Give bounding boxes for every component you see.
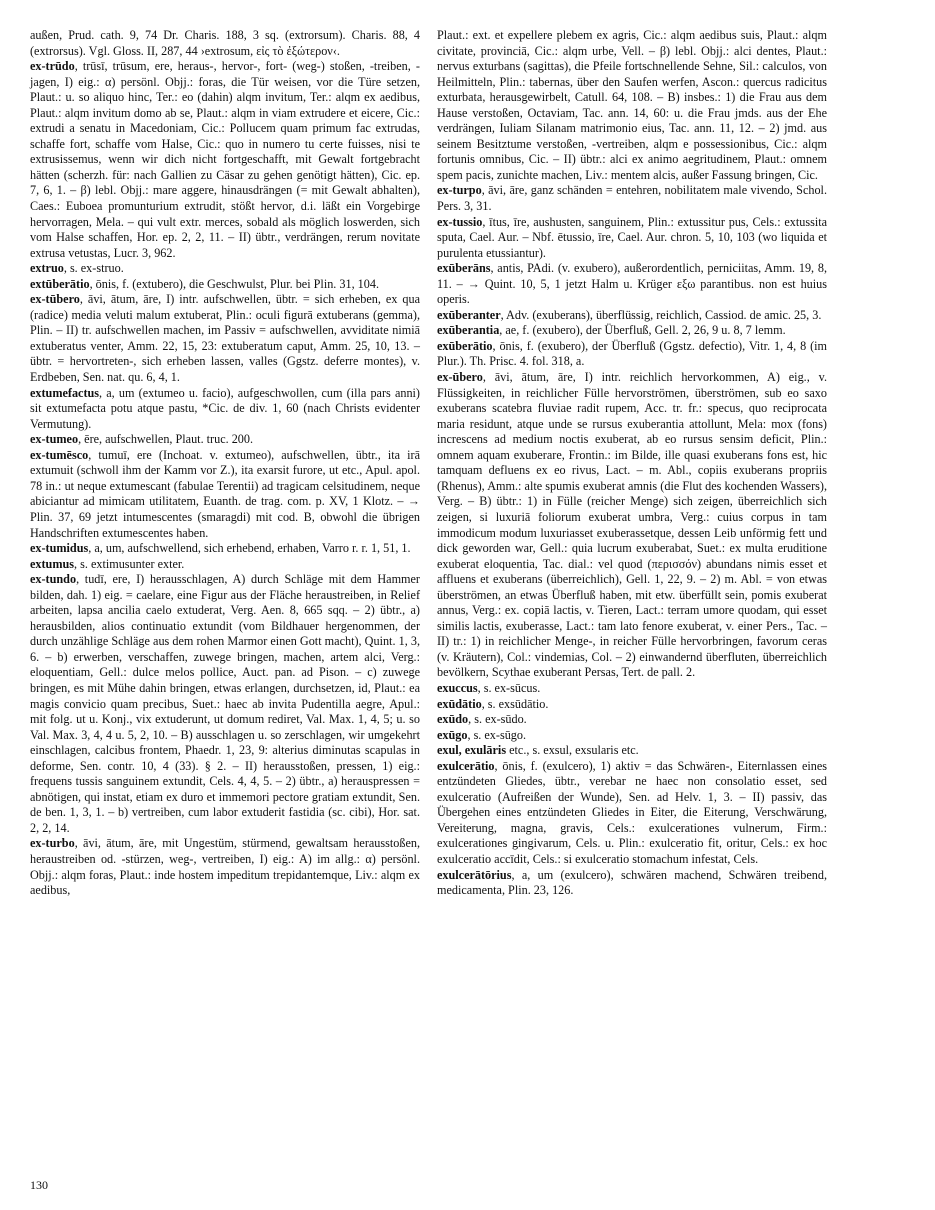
entry-head: exūdātio [437, 696, 482, 711]
entry [437, 28, 827, 183]
entry [30, 277, 420, 293]
entry-body: , ōnis, f. (exubero), der Überfluß (Ggstz. defectio), Vitr. 1, 4, 8 (im Plur.). Th. Prisc. 4. fol. 318, a. [437, 338, 827, 369]
entry [437, 743, 827, 759]
entry-body: , ōnis, f. (extubero), die Geschwulst, Plur. bei Plin. 31, 104. [89, 276, 380, 291]
entry-body: , s. exsūdātio. [481, 696, 549, 711]
entry-body: , ēre, aufschwellen, Plaut. truc. 200. [78, 432, 254, 447]
entry [30, 448, 420, 541]
entry-body: , tudī, ere, I) herausschlagen, A) durch Schläge mit dem Hammer bilden, dah. 1) eig. = caelare, eine Figur aus der Fläche heraustreiben, in Relief arbeiten, lapsa ancilia caelo extuderat, Verg. Aen. 8, 665 sqq. – 2) übtr., a) herausbilden, alios continuatio extundit (vom Bildhauer hergenommen, der durch unzählige Schläge aus dem rohen Marmor einen Gott macht), Quint. 1, 3, 6. – b) erwerben, verschaffen, zuwege bringen, machen, artem alci, Verg.: eloquentiam, Gell.: dulce melos pollice, Auct. pan. ad Pison. – c) zuwege bringen, es mit Mühe dahin bringen, etwas erlangen, durchsetzen, id, Plaut.: ea magis convicio quam precibus, Suet.: haec ab invita Pudentilla aegre, Apul.: mit folg. ut u. Konj., vix extuderunt, ut domum rediret, Val. Max. 1, 4, 5; u. so Val. Max. 3, 4, 4 u. 5, 2, 10. – B) ausschlagen u. so zerschlagen, wir umgekehrt einschlagen, calcibus frontem, Phaedr. 1, 23, 9: alterius diminutas scapulas in deforme, Sen. contr. 10, 4 (33). § 2. – II) herausstoßen, pressen, 1) eig.: frequens tussis sanguinem extundit, Cels. 4, 4, 5. – 2) übtr., a) herauspressen = abnötigen, qui instat, etiam ex duro et immemori pectore gratiam extundit, Sen. de ben. 1, 3, 1. – b) vertreiben, cum labor extuderit fastidia (sc. cibi), Hor. sat. 2, 2, 14. [30, 572, 420, 835]
entry-body: Plaut.: ext. et expellere plebem ex agris, Cic.: alqm aedibus suis, Plaut.: alqm civitate, provinciā, Cic.: alqm urbe, Vell. – β) lebl. Objj.: alci dentes, Plaut.: nervus exturbans (sagittas), die Pfeile fortschnellende Sehne, Sil.: calculos, von Heilmitteln, Plin.: tabernas, über den Saufen werfen, Ascon.: quercus radicitus exturbata, herausgewirbelt, Catull. 64, 108. – B) insbes.: 1) die Frau aus dem Hause verstoßen, Octaviam, Tac. ann. 14, 60: u. die Frau jmds. aus der Ehe verdrängen, Iuliam Silanam matrimonio eius, Tac. ann. 11, 12. – 2) jmd. aus seinem Besitztume verstoßen, -vertreiben, alqm e possessionibus, Cic.: alqm fortunis omnibus, Cic. – II) übtr.: alci ex animo aegritudinem, Plaut.: omnem spem pacis, zunichte machen, Liv.: mentem alcis, außer Fassung bringen, Cic. [437, 28, 827, 182]
entry [437, 308, 827, 324]
entry-head: ex-turpo [437, 183, 482, 198]
entry-head: ex-turbo [30, 836, 75, 851]
entry-head: exūberanter [437, 307, 501, 322]
entry-head: extūberātio [30, 276, 90, 291]
entry [30, 557, 420, 573]
entry [437, 370, 827, 681]
entry-body: , antis, PAdi. (v. exubero), außerordentlich, perniciitas, Amm. 19, 8, 11. – → Quint. 10, 5, 1 jetzt Halm u. Krüger εξω parantibus. non est huius operis. [437, 261, 827, 307]
entry-body: , āvi, āre, ganz schänden = entehren, nobilitatem male vivendo, Schol. Pers. 3, 31. [437, 183, 827, 214]
entry [437, 681, 827, 697]
entry [437, 728, 827, 744]
entry-body: , trūsī, trūsum, ere, heraus-, hervor-, fort- (weg-) stoßen, -treiben, -jagen, I) eig.: α) persönl. Objj.: foras, die Tür weisen, vor die Türe setzen, Plaut.: u. so aliquo hinc, Ter.: eo (dahin) alqm invitum, Ter.: alqm ex aedibus, Plaut.: alqm invitum domo ab se, Plaut.: alqm in viam extrudere et eicere, Cic.: extrudi a senatu in Macedoniam, Cic.: Pollucem quam primum fac extrudas, schaffe fort, schaffe vom Halse, Cic.: quo in numero tu certe fuisses, nisi te extrusissemus, wenn wir dich nicht fortgeschafft, mit Gewalt fortgebracht hätten (scherzh. für: nach Gallien zu Cäsar zu gehen genötigt hätten), Cic. ep. 7, 6, 1. – β) lebl. Objj.: mare aggere, hinausdrängen (= mit Gewalt abhalten), Caes.: Euboea promunturium extrudit, stößt hervor, d.i. läßt ein Vorgebirge hervorragen, Mela. – qui vult extr. merces, sobald als möglich loswerden, sich vom Halse schaffen, Hor. ep. 2, 2, 11. – II) übtr., verdrängen, rerum novitate extrusa vetustas, Lucr. 3, 962. [30, 59, 420, 260]
entry-body: , āvi, ātum, āre, mit Ungestüm, stürmend, gewaltsam herausstoßen, heraustreiben od. -stürzen, weg-, vertreiben, I) eig.: A) im allg.: α) persönl. Objj.: alqm foras, Plaut.: inde hostem impeditum trepidantemque, Liv.: alqm ex aedibus, [30, 836, 420, 898]
entry-head: ex-tumidus [30, 541, 89, 556]
entry-body: außen, Prud. cath. 9, 74 Dr. Charis. 188, 3 sq. (extrorsum). Charis. 88, 4 (extrorsus). Vgl. Gloss. II, 287, 44 ›extrosum, εἰς τὸ ἐξώτερον‹. [30, 28, 420, 58]
entry-head: exūberantia [437, 323, 500, 338]
entry [30, 292, 420, 385]
entry [30, 28, 420, 59]
entry [437, 759, 827, 868]
entry-body: , āvi, ātum, āre, I) intr. aufschwellen, übtr. = sich erheben, ex qua (radice) media veluti malum extuberat, Plin.: oculi figurā extuberans (gemma), Plin. – II) tr. aufschwellen machen, im Passiv = aufschwellen, avviditate nimiā extuberatus venter, Amm. 22, 15, 23: extuberatum caput, Amm. 25, 10, 13. – übtr. = hervortreten-, sich erheben lassen, valles (Ggstz. deferre montes), v. Erdbeben, Sen. nat. qu. 6, 4, 1. [30, 292, 420, 385]
entry-head: ex-ūbero [437, 370, 483, 385]
entry [437, 323, 827, 339]
entry-head: ex-tussio [437, 214, 483, 229]
entry [437, 697, 827, 713]
entry-body: , s. ex-sūcus. [477, 680, 541, 695]
entry [30, 572, 420, 836]
entry [30, 541, 420, 557]
entry [437, 868, 827, 899]
entry-head: exūdo [437, 712, 469, 727]
entry-head: extumefactus [30, 385, 100, 400]
entry-body: , s. extimusunter exter. [74, 556, 185, 571]
entry-head: exulcerātio [437, 758, 495, 773]
entry-head: exūberāns [437, 261, 491, 276]
entry [437, 712, 827, 728]
entry-head: ex-tūbero [30, 292, 80, 307]
entry-body: , Adv. (exuberans), überflüssig, reichlich, Cassiod. de amic. 25, 3. [500, 307, 822, 322]
entry-head: extumus [30, 556, 75, 571]
entry-head: ex-tundo [30, 572, 77, 587]
entry-body: , tumuī, ere (Inchoat. v. extumeo), aufschwellen, übtr., ita irā extumuit (schwoll ihm der Kamm vor Z.), ita exarsit furore, ut etc., Apul. apol. 78 in.: ut neque extumescant (fabulae Terentii) ad tragicam celsitudinem, neque abiciantur ad mimicam utilitatem, Euanth. de trag. com. p. XV, 1 Klotz. – → Plin. 37, 69 jetzt intumescentes (smaragdi) mit cod. B, obwohl die übrigen Handschriften extumescentes haben. [30, 447, 420, 540]
entry [437, 215, 827, 262]
left-column [30, 28, 420, 899]
entry [30, 261, 420, 277]
entry-body: , a, um, aufschwellend, sich erhebend, erhaben, Varro r. r. 1, 51, 1. [88, 541, 411, 556]
entry-head: exulcerātōrius [437, 867, 512, 882]
entry-body: , ītus, īre, aushusten, sanguinem, Plin.: extussitur pus, Cels.: extussita sputa, Cael. Aur. – Nbf. ētussio, īre, Cael. Aur. chron. 5, 10, 103 (wo liquida et purulenta etussiantur). [437, 214, 827, 260]
entry-body: , s. ex-struo. [63, 261, 124, 276]
entry-head: exūberātio [437, 338, 493, 353]
entry-body: etc., s. exsul, exsularis etc. [506, 743, 639, 758]
entry [437, 261, 827, 308]
entry-head: ex-tumeo [30, 432, 79, 447]
entry [30, 386, 420, 433]
entry [437, 339, 827, 370]
entry [30, 432, 420, 448]
entry-head: exul, exulāris [437, 743, 507, 758]
page-number: 130 [30, 1178, 48, 1192]
entry-body: , a, um (extumeo u. facio), aufgeschwollen, cum (illa pars anni) sit extumefacta potu atque pastu, *Cic. de div. 1, 60 (nach Christs evidenter Vermutung). [30, 385, 420, 431]
entry-body: , s. ex-sūdo. [468, 712, 527, 727]
entry-head: ex-tumēsco [30, 447, 89, 462]
entry-body: , s. ex-sūgo. [467, 727, 527, 742]
right-column [437, 28, 827, 899]
entry-body: , ōnis, f. (exulcero), 1) aktiv = das Schwären-, Eiternlassen eines entzündeten Gliedes, übtr., verebar ne haec non consolatio esset, sed exulceratio (Aufreißen der Wunde), Sen. ad Helv. 1, 3. – II) passiv, das Übergehen eines entzündeten Gliedes in Eiter, die Eiterung, Verschwärung, Vereiterung, magna, gravis, Cels.: exulcerationes vulnerum, Firm.: exulcerationes gingivarum, Cels. u. Plin.: exulceratio fit, oritur, Cels.: ex hoc exulceratio accīdit, Cels.: si exulceratio stomachum infestat, Cels. [437, 758, 827, 866]
entry-body: , a, um (exulcero), schwären machend, Schwären treibend, medicamenta, Plin. 23, 126. [437, 867, 827, 898]
entry-head: exuccus [437, 680, 478, 695]
entry-head: exūgo [437, 727, 468, 742]
entry-body: , ae, f. (exubero), der Überfluß, Gell. 2, 26, 9 u. 8, 7 lemm. [499, 323, 786, 338]
entry [30, 836, 420, 898]
entry-head: ex-trūdo [30, 59, 75, 74]
entry [437, 183, 827, 214]
entry [30, 59, 420, 261]
entry-body: , āvi, ātum, āre, I) intr. reichlich hervorkommen, A) eig., v. Flüssigkeiten, in reichlicher Fülle hervorströmen, überströmen, sub eo saxo exuberans scatebra fluviae radit rupem, Acc. tr. fr.: specus, quo reciprocata maria residunt, atque unde se rursus exuberantia attollunt, Mela: mox (fons) increscens ad medium noctis exuberat, ab eo rursus sensim deficit, Plin.: omnem aquam exuberare, Frontin.: im Bilde, ille quasi exuberans fons est, hic tamquam defluens ex eo rivus, Lact. – m. Abl., copiis exuberans propriis (Rhenus), Amm.: alte spumis exuberat amnis (die Flut des kochenden Wassers), Verg. – B) übtr.: 1) in Fülle (reicher Menge) sich zeigen, überreichlich sich zeigen, si luxuriā foliorum exuberat umbra, Verg.: cuius corpus in tam immodicum modum luxuriasset exuberassetque, dessen Leib unförmig fett und dick geworden war, Gell.: quia lucrum exuberabat, Suet.: ex multa eruditione exuberat eloquentia, Tac. dial.: vel quod (περισσόν) abundans nimis esset et affluens et exuberans (überreichlich), Gell. 1, 22, 9. – 2) m. Abl. = von etwas überströmen, an etwas Überfluß haben, mit etw. überfüllt sein, pomis exuberat annus, Verg.: ex. copiā lactis, v. Tieren, Lact.: terram umore quodam, qui esset similis lactis, exuberasse, Lact.: tam lato fenore exuberat, v. einer Pers., Tac. – II) tr.: 1) in reichlicher Menge-, in reicher Fülle hervorbringen, favorum ceras (v. Kräutern), Col.: vindemias, Col. – 2) einwandernd überfluten, überreichlich bevölkern, Scythae exuberant Persas, Tert. de pall. 2. [437, 370, 827, 680]
entry-head: extruo [30, 261, 64, 276]
